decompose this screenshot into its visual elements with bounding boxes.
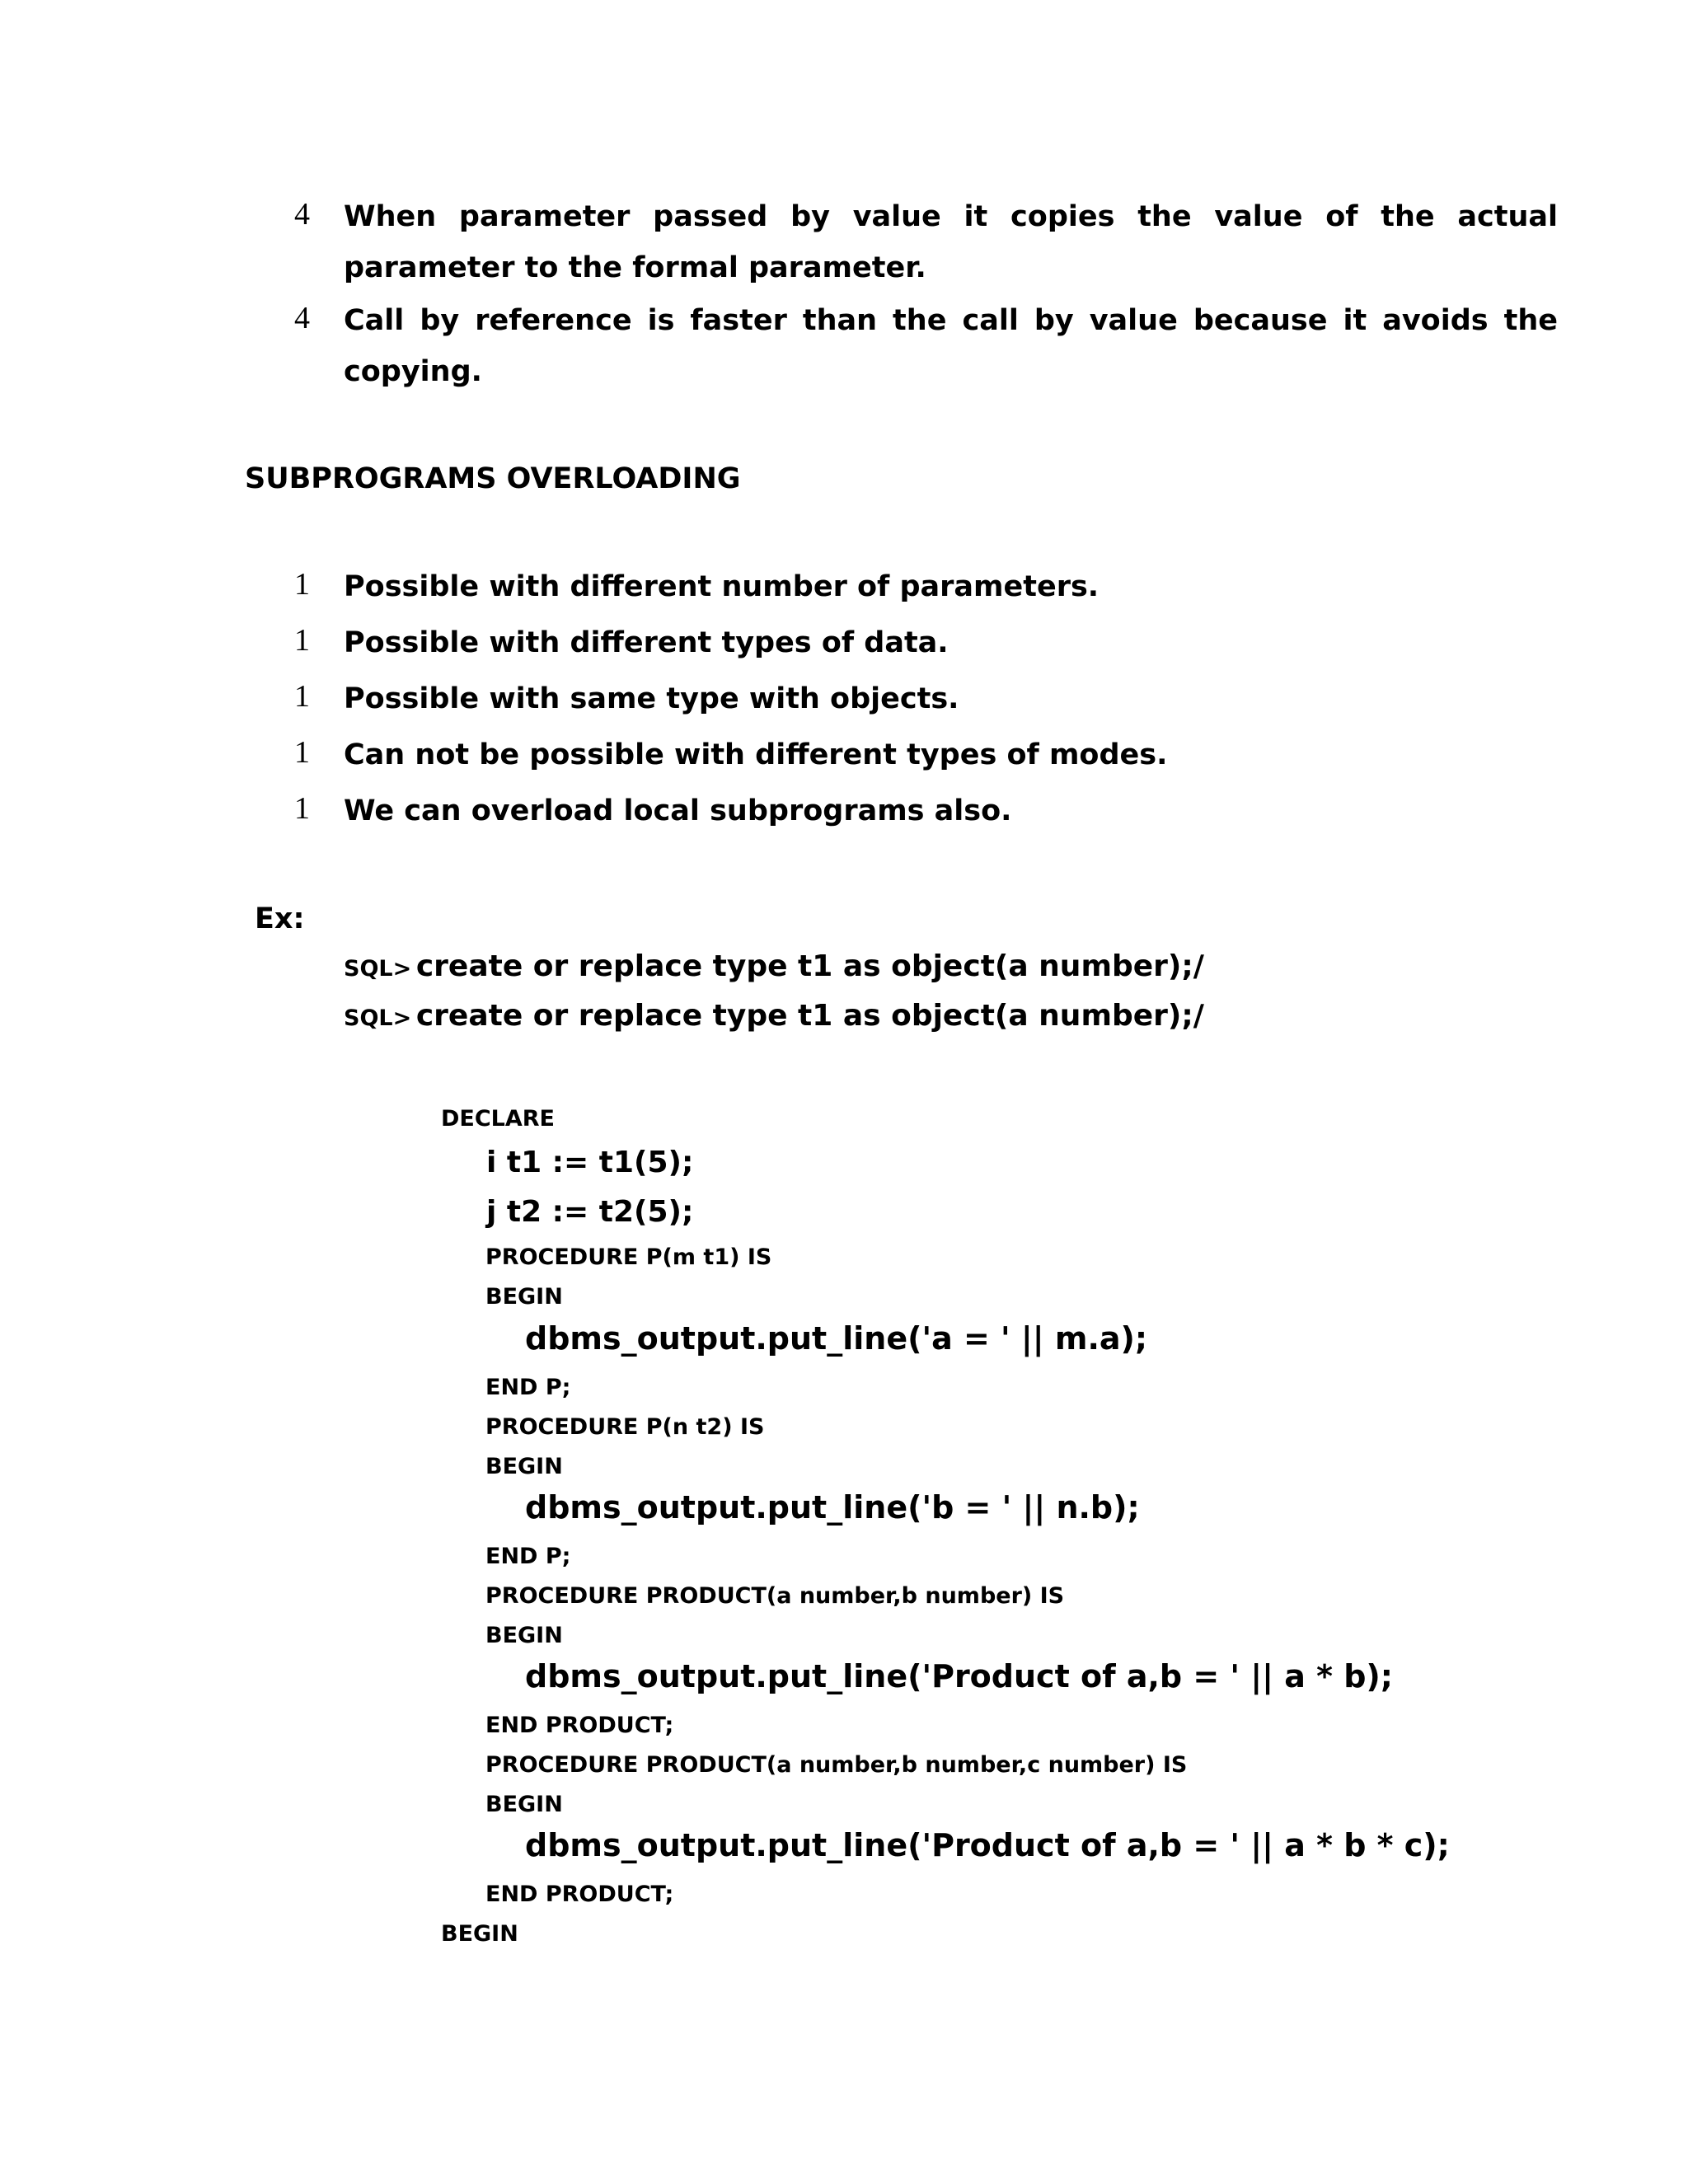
bullet-marker: 4	[294, 197, 310, 232]
code-line: dbms_output.put_line('a = ' || m.a);	[525, 1320, 1148, 1357]
code-line: dbms_output.put_line('Product of a,b = ' || a * b * c);	[525, 1827, 1450, 1863]
sql-line	[344, 999, 1204, 1033]
code-line: dbms_output.put_line('b = ' || n.b);	[525, 1489, 1140, 1526]
code-line: PROCEDURE PRODUCT(a number,b number) IS	[485, 1583, 1065, 1609]
bullet-text-line: parameter to the formal parameter.	[344, 251, 926, 284]
sql-line	[344, 949, 1204, 983]
code-line: BEGIN	[485, 1792, 563, 1817]
list-item: Possible with different number of parameters.	[344, 570, 1100, 603]
code-line: BEGIN	[485, 1623, 563, 1648]
bullet-text-line: Call by reference is faster than the call by value because it avoids the	[344, 304, 1558, 337]
list-item: Can not be possible with different types of modes.	[344, 738, 1168, 771]
code-line: dbms_output.put_line('Product of a,b = ' || a * b);	[525, 1658, 1393, 1694]
bullet-marker: 1	[294, 679, 310, 714]
code-line: END PRODUCT;	[485, 1882, 674, 1907]
bullet-marker: 1	[294, 623, 310, 658]
code-line: i t1 := t1(5);	[486, 1146, 694, 1179]
sql-command: create or replace type t1 as object(a number);/	[415, 999, 1204, 1033]
code-line: PROCEDURE P(n t2) IS	[485, 1414, 765, 1440]
bullet-text-line: copying.	[344, 355, 482, 388]
code-line: PROCEDURE PRODUCT(a number,b number,c number) IS	[485, 1752, 1188, 1778]
bullet-marker: 1	[294, 735, 310, 770]
bullet-marker: 1	[294, 791, 310, 826]
code-line: j t2 := t2(5);	[486, 1195, 694, 1229]
code-line: PROCEDURE P(m t1) IS	[485, 1244, 772, 1270]
list-item: Possible with same type with objects.	[344, 682, 959, 715]
bullet-text-line: When parameter passed by value it copies the value of the actual	[344, 200, 1558, 233]
code-line: BEGIN	[441, 1921, 518, 1947]
code-line: BEGIN	[485, 1454, 563, 1479]
sql-prompt: SQL>	[344, 956, 412, 982]
code-line: DECLARE	[441, 1106, 556, 1132]
sql-prompt: SQL>	[344, 1005, 412, 1031]
code-line: END PRODUCT;	[485, 1713, 674, 1738]
code-line: END P;	[485, 1544, 571, 1569]
example-label: Ex:	[255, 902, 305, 935]
list-item: We can overload local subprograms also.	[344, 794, 1012, 827]
bullet-marker: 4	[294, 301, 310, 335]
bullet-marker: 1	[294, 567, 310, 602]
list-item: Possible with different types of data.	[344, 626, 949, 659]
code-line: BEGIN	[485, 1284, 563, 1310]
code-line: END P;	[485, 1375, 571, 1400]
sql-command: create or replace type t1 as object(a number);/	[415, 949, 1204, 983]
section-heading: SUBPROGRAMS OVERLOADING	[245, 462, 741, 495]
